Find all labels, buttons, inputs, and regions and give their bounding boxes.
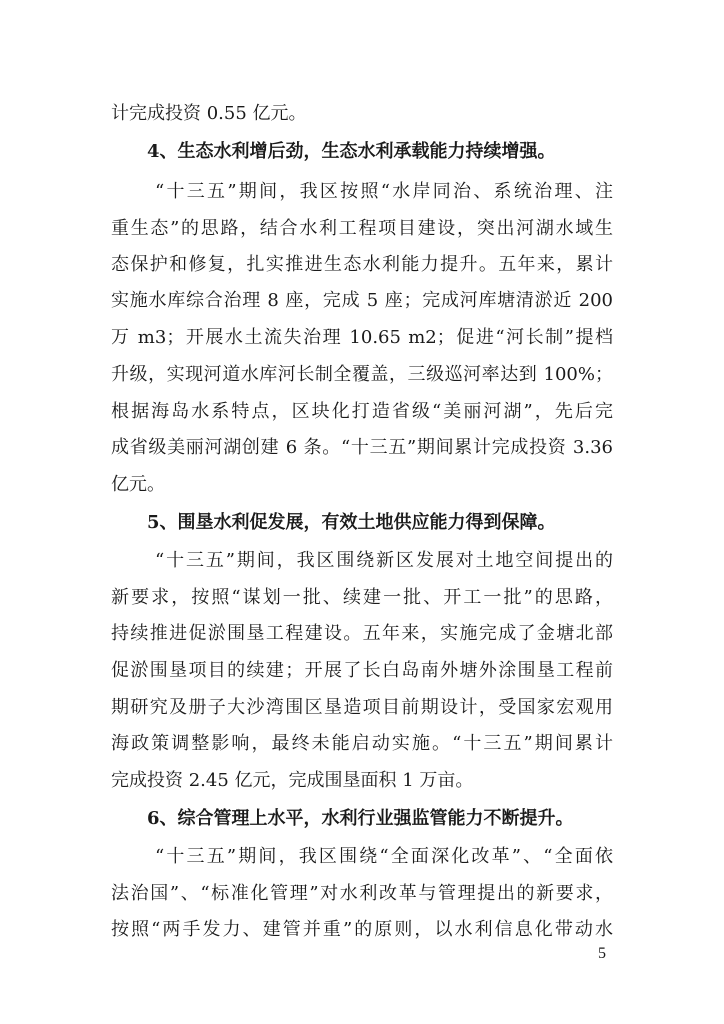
paragraph-line: 按照“两手发力、建管并重”的原则，以水利信息化带动水 [111,919,613,940]
paragraph-line: 完成投资 2.45 亿元，完成围垦面积 1 万亩。 [111,770,474,791]
section-heading: 4、生态水利增后劲，生态水利承载能力持续增强。 [147,141,556,162]
paragraph-line: 计完成投资 0.55 亿元。 [111,103,307,124]
paragraph-line: 万 m3；开展水土流失治理 10.65 m2；促进“河长制”提档 [111,327,613,348]
paragraph-line: “十三五”期间，我区围绕新区发展对土地空间提出的 [155,550,613,571]
page-number: 5 [598,945,606,962]
section-heading: 6、综合管理上水平，水利行业强监管能力不断提升。 [147,808,574,829]
paragraph-line: 亿元。 [111,474,165,495]
paragraph-line: 实施水库综合治理 8 座，完成 5 座；完成河库塘清淤近 200 [111,290,613,311]
section-heading: 5、围垦水利促发展，有效土地供应能力得到保障。 [147,512,556,533]
paragraph-line: 重生态”的思路，结合水利工程项目建设，突出河湖水域生 [111,218,613,239]
paragraph-line: 期研究及册子大沙湾围区垦造项目前期设计，受国家宏观用 [111,697,613,718]
paragraph-line: 态保护和修复，扎实推进生态水利能力提升。五年来，累计 [111,254,613,275]
paragraph-line: 海政策调整影响，最终未能启动实施。“十三五”期间累计 [111,733,613,754]
paragraph-line: 成省级美丽河湖创建 6 条。“十三五”期间累计完成投资 3.36 [111,437,613,458]
paragraph-line: 持续推进促淤围垦工程建设。五年来，实施完成了金塘北部 [111,623,613,644]
paragraph-line: “十三五”期间，我区按照“水岸同治、系统治理、注 [155,181,613,202]
paragraph-line: 新要求，按照“谋划一批、续建一批、开工一批”的思路， [111,587,613,608]
paragraph-line: 升级，实现河道水库河长制全覆盖，三级巡河率达到 100%； [111,364,613,385]
paragraph-line: 促淤围垦项目的续建；开展了长白岛南外塘外涂围垦工程前 [111,660,613,681]
paragraph-line: 根据海岛水系特点，区块化打造省级“美丽河湖”，先后完 [111,401,613,422]
paragraph-line: “十三五”期间，我区围绕“全面深化改革”、“全面依 [155,846,613,867]
paragraph-line: 法治国”、“标准化管理”对水利改革与管理提出的新要求， [111,883,613,904]
